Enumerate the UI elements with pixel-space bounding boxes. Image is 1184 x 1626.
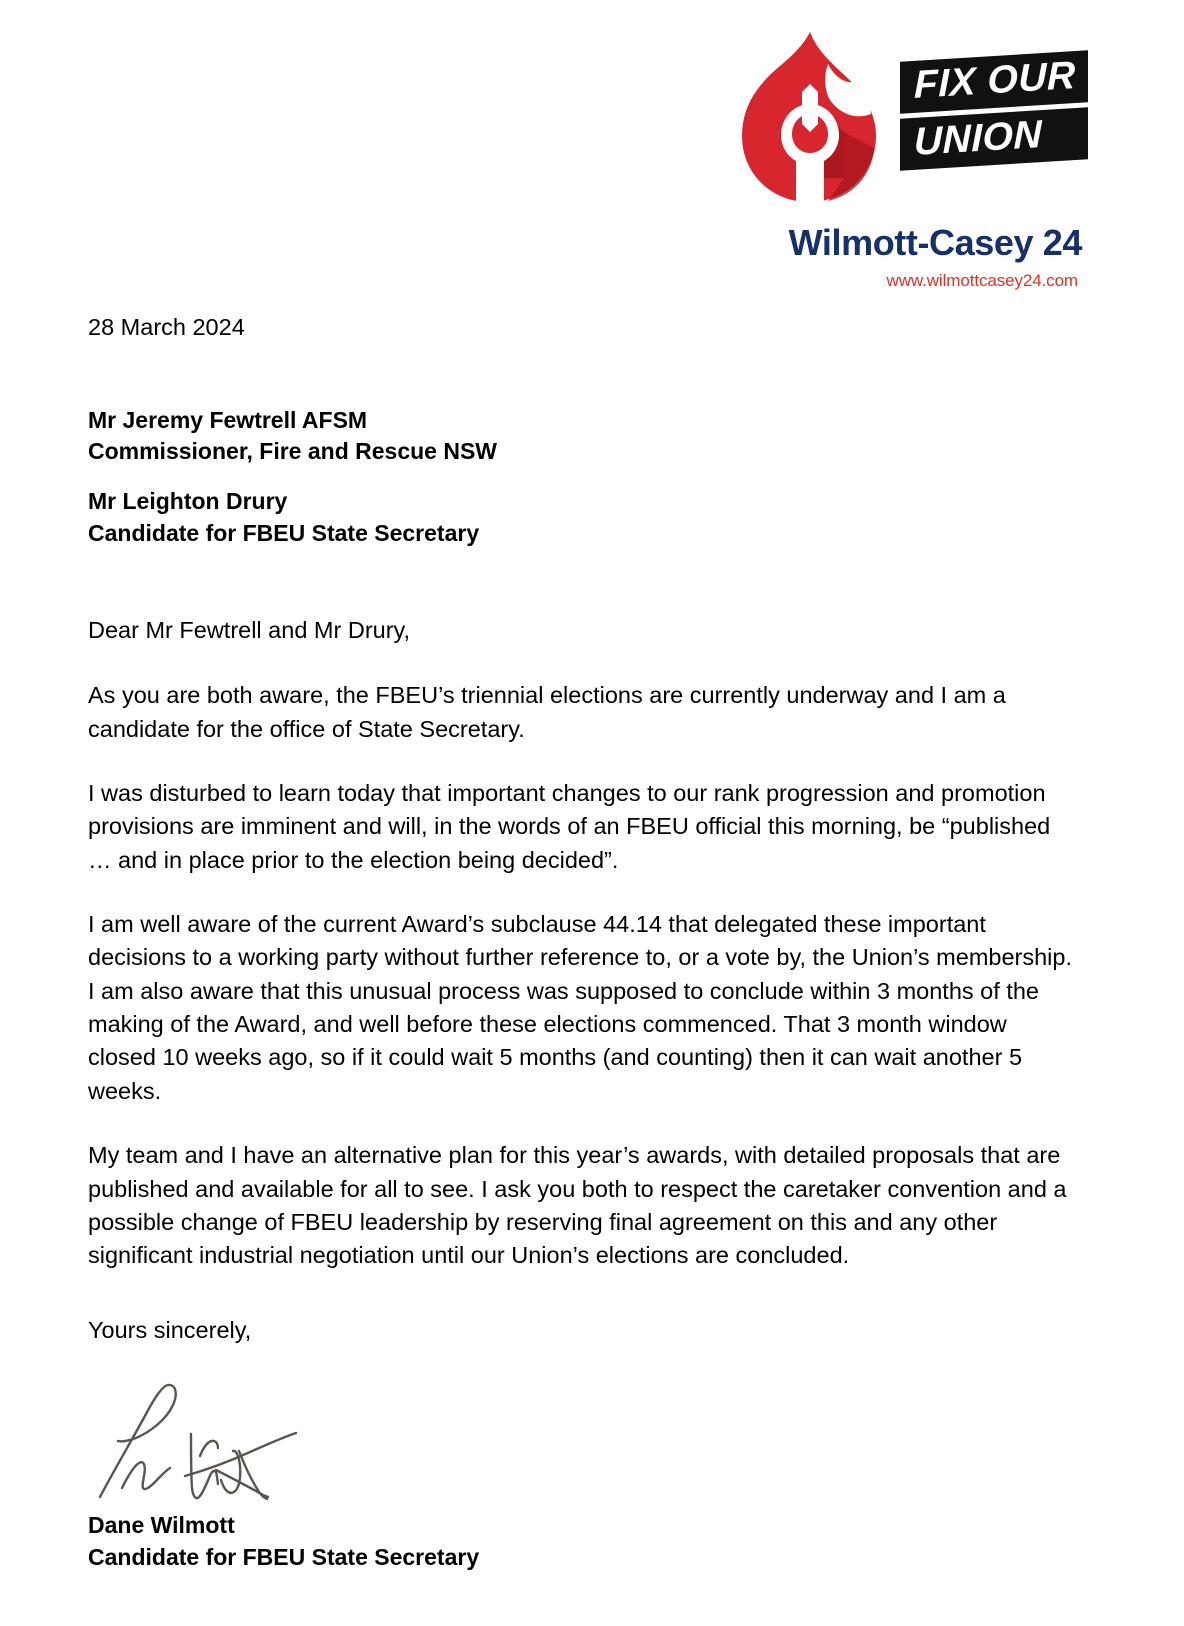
tagline-line-1: FIX OUR	[900, 50, 1088, 113]
body-paragraph: My team and I have an alternative plan for this year’s awards, with detailed proposals that are published and available for all to see. I ask you both to respect the caretaker convention and a possible change of FBEU leadership by reserving final agreement on this and any other significant industrial negotiation until our Union’s elections are concluded.	[88, 1142, 1067, 1269]
recipient-title: Candidate for FBEU State Secretary	[88, 519, 480, 546]
brand-url[interactable]: www.wilmottcasey24.com	[886, 271, 1078, 290]
salutation: Dear Mr Fewtrell and Mr Drury,	[88, 617, 411, 644]
signer-title: Candidate for FBEU State Secretary	[88, 1544, 480, 1571]
recipient-name: Mr Leighton Drury	[88, 488, 288, 515]
fix-our-union-tagline	[900, 28, 1088, 165]
flame-wrench-icon	[724, 28, 894, 206]
letter-body	[88, 312, 1072, 1574]
body-paragraph: I was disturbed to learn today that important changes to our rank progression and promotion provisions are imminent and will, in the words of an FBEU official this morning, be “published … and in place prior to the election being decided”.	[88, 779, 1051, 873]
tagline-line-2: UNION	[900, 107, 1088, 170]
letterhead	[728, 28, 1088, 291]
closing-line: Yours sincerely,	[88, 1316, 252, 1343]
brand-name: Wilmott-Casey 24	[788, 222, 1082, 263]
logo-row	[728, 28, 1088, 206]
recipient-name: Mr Jeremy Fewtrell AFSM	[88, 406, 368, 433]
signature-image	[88, 1358, 408, 1508]
recipient-title: Commissioner, Fire and Rescue NSW	[88, 438, 498, 465]
body-paragraph: As you are both aware, the FBEU’s triennial elections are currently underway and I am a candidate for the office of State Secretary.	[88, 682, 1006, 742]
signature-block	[88, 1510, 1072, 1573]
body-paragraph: I am well aware of the current Award’s subclause 44.14 that delegated these important decisions to a working party without further reference to, or a vote by, the Union’s membership. I am also aware that this unusual process was supposed to conclude within 3 months of the making of the Award, and well before these elections commenced. That 3 month window closed 10 weeks ago, so if it could wait 5 months (and counting) then it can wait another 5 weeks.	[88, 911, 1073, 1104]
recipient-block-2	[88, 486, 1072, 549]
signer-name: Dane Wilmott	[88, 1512, 235, 1539]
recipient-block-1	[88, 405, 1072, 468]
letter-date: 28 March 2024	[88, 314, 245, 340]
